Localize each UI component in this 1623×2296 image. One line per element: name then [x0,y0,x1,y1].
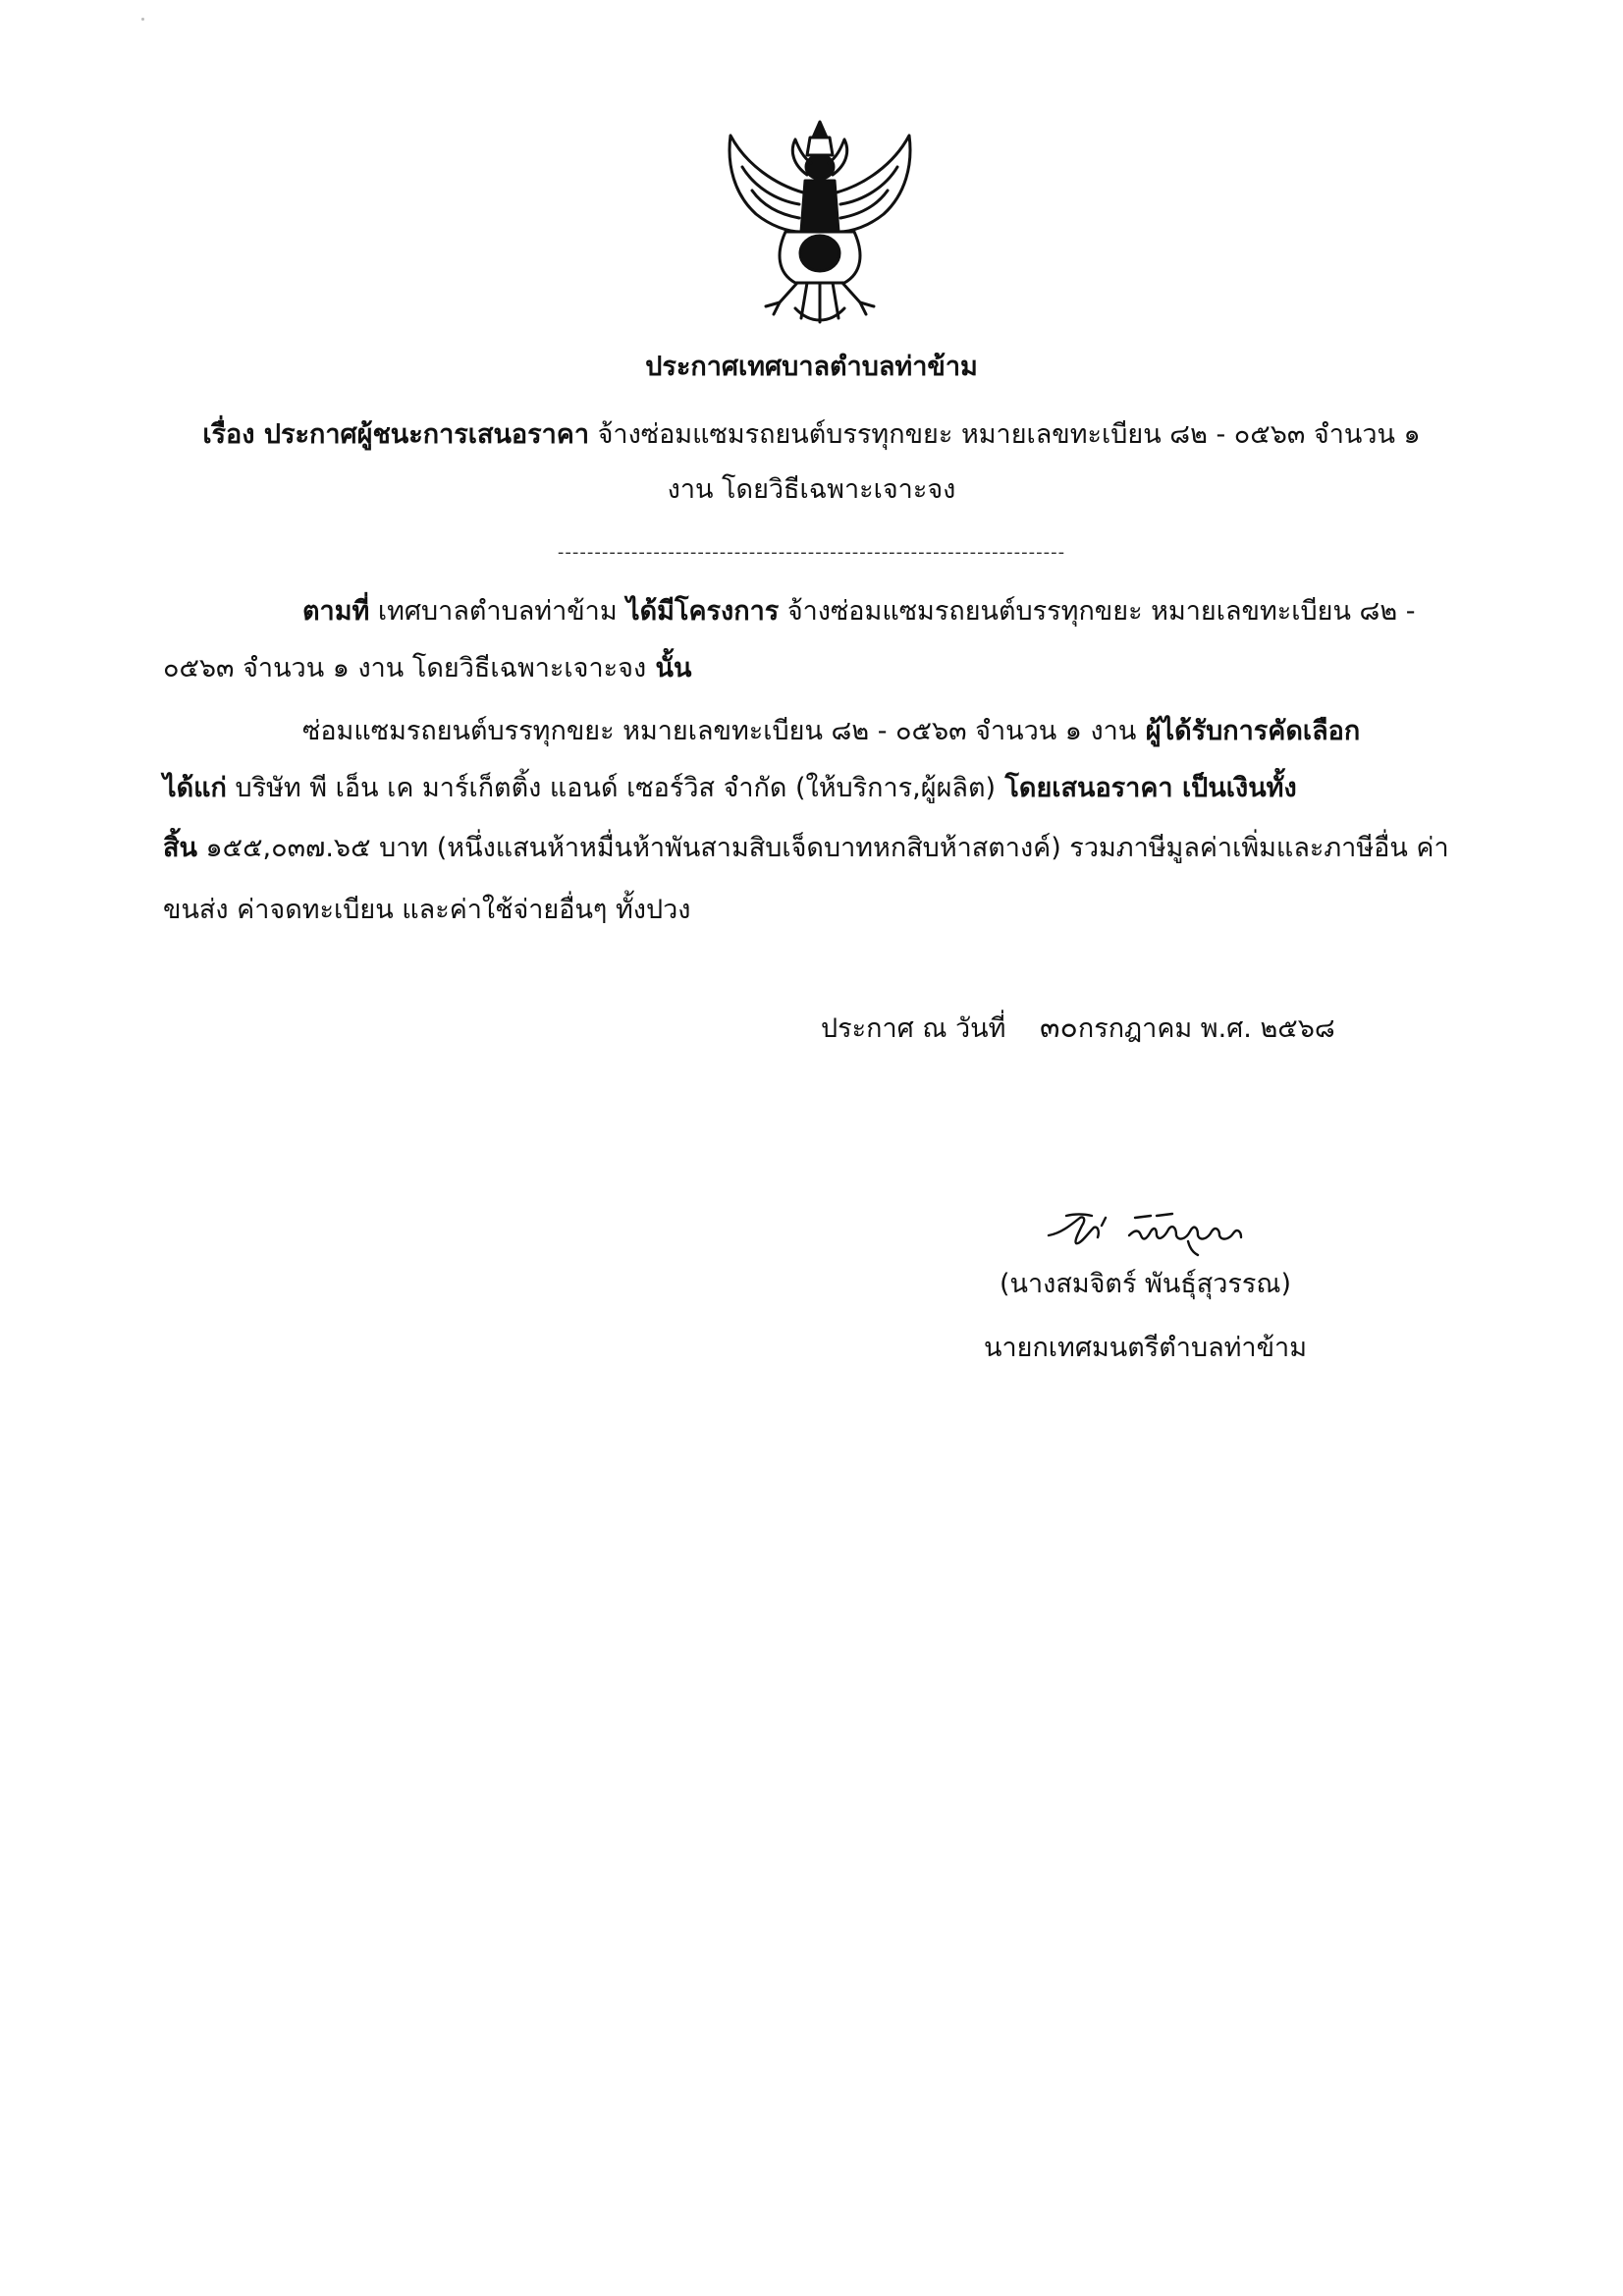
paragraph-2-line-4: ขนส่ง ค่าจดทะเบียน และค่าใช้จ่ายอื่นๆ ทั้งปวง [163,895,691,925]
paragraph-1-line-1 [302,594,1415,629]
signatory-position: นายกเทศมนตรีตำบลท่าข้าม [984,1333,1307,1363]
separator-line: --------------------------------------------------------------------- [557,542,1066,563]
paragraph-2-line-2 [163,771,1297,806]
paragraph-2-line-1 [302,714,1360,749]
garuda-emblem-icon [717,116,923,327]
p1-end: นั้น [646,653,692,683]
p2-winner-name: บริษัท พี เอ็น เค มาร์เก็ตติ้ง แอนด์ เซอร์วิส จำกัด (ให้บริการ,ผู้ผลิต) [226,773,997,803]
p2-selected-label: ผู้ได้รับการคัดเลือก [1136,716,1361,746]
p1-lead: ตามที่ [302,596,370,627]
p2-total-label: สิ้น [163,833,197,863]
date-month-year: กรกฎาคม พ.ศ. ๒๕๖๘ [1077,1013,1335,1044]
p2-bid-label: โดยเสนอราคา เป็นเงินทั้ง [996,773,1297,803]
p1-project-text: จ้างซ่อมแซมรถยนต์บรรทุกขยะ หมายเลขทะเบียน ๘๒ - [779,596,1416,627]
paragraph-2-line-3 [163,831,1449,866]
p1-line2-text: ๐๕๖๓ จำนวน ๑ งาน โดยวิธีเฉพาะเจาะจง [163,653,647,683]
subject-label: เรื่อง ประกาศผู้ชนะการเสนอราคา [202,419,590,450]
p2-amount: ๑๕๕,๐๓๗.๖๕ [196,833,371,863]
p2-item: ซ่อมแซมรถยนต์บรรทุกขยะ หมายเลขทะเบียน ๘๒ - ๐๕๖๓ จำนวน ๑ งาน [302,716,1137,746]
scan-speck [141,18,144,21]
p1-agency: เทศบาลตำบลท่าข้าม [369,596,618,627]
subject-line-2: งาน โดยวิธีเฉพาะเจาะจง [667,474,956,505]
announcement-date [821,1011,1335,1047]
date-day: ๓๐ [1040,1011,1078,1045]
paragraph-1-line-2 [163,651,691,686]
p1-project-label: ได้มีโครงการ [617,596,780,627]
p2-winner-label: ได้แก่ [163,773,227,803]
subject-text: จ้างซ่อมแซมรถยนต์บรรทุกขยะ หมายเลขทะเบียน ๘๒ - ๐๕๖๓ จำนวน ๑ [589,419,1421,450]
announcement-title: ประกาศเทศบาลตำบลท่าข้าม [645,352,978,382]
date-label: ประกาศ ณ วันที่ [821,1013,1006,1044]
handwritten-signature [1041,1196,1296,1267]
subject-line-1 [0,417,1623,453]
p2-amount-words: บาท (หนึ่งแสนห้าหมื่นห้าพันสามสิบเจ็ดบาทหกสิบห้าสตางค์) รวมภาษีมูลค่าเพิ่มและภาษีอื่น ค่า [370,833,1449,863]
signatory-name: (นางสมจิตร์ พันธุ์สุวรรณ) [1000,1269,1292,1299]
